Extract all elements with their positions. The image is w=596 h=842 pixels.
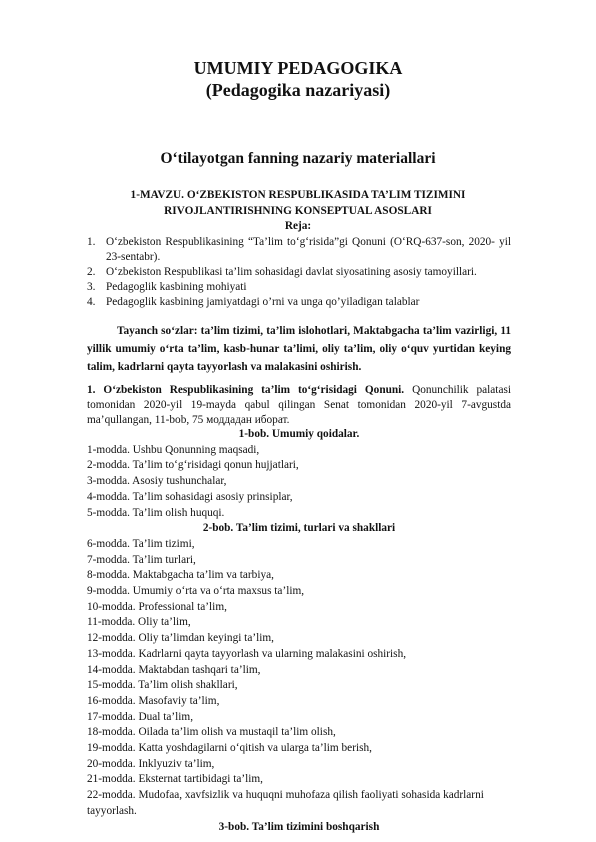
article-line: 14-modda. Maktabdan tashqari ta’lim, xyxy=(87,663,261,676)
chapter-title: 1-bob. Umumiy qoidalar. xyxy=(238,428,360,440)
article-line: 16-modda. Masofaviy ta’lim, xyxy=(87,694,220,707)
chapter-title: 3-bob. Ta’lim tizimini boshqarish xyxy=(218,820,380,833)
article-line: 13-modda. Kadrlarni qayta tayyorlash va ularning malakasini oshirish, xyxy=(87,647,407,660)
plan-list xyxy=(87,235,511,310)
article-line: 17-modda. Dual ta’lim, xyxy=(87,710,194,723)
law-intro-heading: 1. O‘zbekiston Respublikasining ta’lim to‘g‘risidagi Qonuni. xyxy=(87,384,405,396)
article-line: 20-modda. Inklyuziv ta’lim, xyxy=(87,757,215,770)
article-line: 15-modda. Ta’lim olish shakllari, xyxy=(87,679,238,692)
article-line: 19-modda. Katta yoshdagilarni o‘qitish va ularga ta’lim berish, xyxy=(87,742,372,755)
article-line: 9-modda. Umumiy o‘rta va o‘rta maxsus ta’lim, xyxy=(87,585,305,598)
article-line: 1-modda. Ushbu Qonunning maqsadi, xyxy=(87,443,260,456)
article-line: 7-modda. Ta’lim turlari, xyxy=(87,553,196,566)
chapters-list xyxy=(87,427,511,835)
article-line: 12-modda. Oliy ta’limdan keyingi ta’lim, xyxy=(87,632,274,645)
law-intro-paragraph xyxy=(87,383,511,428)
law-intro-text: Qonunchilik palatasi tomonidan 2020-yil 19-mayda qabul qilingan Senat tomonidan 2020-yil 7-avgustda ma’qullangan, 11-bob, 75 моддадан иборат. xyxy=(87,384,511,426)
plan-item: 4. Pedagoglik kasbining jamiyatdagi o’rni va unga qo’yiladigan talablar xyxy=(87,296,420,308)
article-line: 8-modda. Maktabgacha ta’lim va tarbiya, xyxy=(87,569,274,582)
plan-label: Reja: xyxy=(284,220,312,232)
article-line: 21-modda. Eksternat tartibidagi ta’lim, xyxy=(87,773,263,786)
article-line: 22-modda. Mudofaa, xavfsizlik va huquqni muhofaza qilish faoliyati sohasida kadrlarni tayyorlash. xyxy=(87,789,484,817)
chapter-title: 2-bob. Ta’lim tizimi, turlari va shakllari xyxy=(202,522,396,535)
plan-item: 2. O‘zbekiston Respublikasi ta’lim sohasidagi davlat siyosatining asosiy tamoyillari. xyxy=(87,266,477,278)
plan-item: 1. O‘zbekiston Respublikasining “Ta’lim to‘g‘risida”gi Qonuni (O‘RQ-637-son, 2020- yil 23-sentabr). xyxy=(87,236,511,263)
document-title: UMUMIY PEDAGOGIKA xyxy=(193,58,403,78)
article-line: 11-modda. Oliy ta’lim, xyxy=(87,616,191,629)
topic-heading: 1-MAVZU. O‘ZBEKISTON RESPUBLIKASIDA TA’LIM TIZIMINI RIVOJLANTIRISHNING KONSEPTUAL ASOSLARI xyxy=(130,189,466,217)
document-subtitle: (Pedagogika nazariyasi) xyxy=(205,80,391,100)
article-line: 3-modda. Asosiy tushunchalar, xyxy=(87,475,227,488)
article-line: 5-modda. Ta’lim olish huquqi. xyxy=(87,506,225,519)
article-line: 2-modda. Ta’lim to‘g‘risidagi qonun hujjatlari, xyxy=(87,459,299,472)
article-line: 4-modda. Ta’lim sohasidagi asosiy prinsiplar, xyxy=(87,490,293,503)
article-line: 18-modda. Oilada ta’lim olish va mustaqil ta’lim olish, xyxy=(87,726,336,739)
course-heading: O‘tilayotgan fanning nazariy materiallari xyxy=(160,150,436,167)
article-line: 10-modda. Professional ta’lim, xyxy=(87,600,227,613)
plan-item: 3. Pedagoglik kasbining mohiyati xyxy=(87,281,247,293)
article-line: 6-modda. Ta’lim tizimi, xyxy=(87,537,195,550)
keywords-paragraph: Tayanch so‘zlar: ta’lim tizimi, ta’lim islohotlari, Maktabgacha ta’lim vazirligi, 11 yillik umumiy o‘rta ta’lim, kasb-hunar ta’limi, oliy ta’lim, oliy o‘quv yurtidan keying talim, kadrlarni qayta tayyorlash va malakasini oshirish. xyxy=(87,325,511,373)
